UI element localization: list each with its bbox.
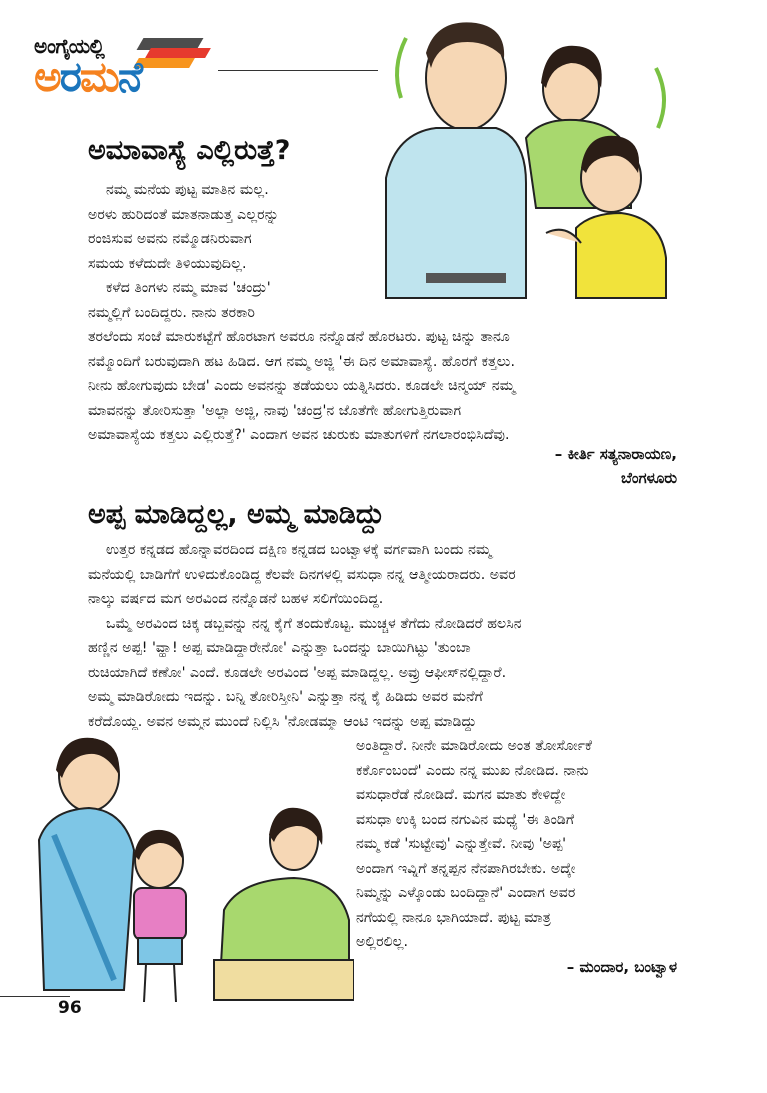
story2-line: ಒಮ್ಮೆ ಅರವಿಂದ ಚಿಕ್ಕ ಡಬ್ಬವನ್ನು ನನ್ನ ಕೈಗೆ ತಂದುಕೊಟ್ಟ. ಮುಚ್ಚಳ ತೆಗೆದು ನೋಡಿದರೆ ಹಲಸಿನ (88, 615, 522, 632)
story1-line: ನಮ್ಮ ಮನೆಯ ಪುಟ್ಟ ಮಾತಿನ ಮಲ್ಲ. (88, 182, 269, 198)
logo-letter-3: ಮ (79, 52, 118, 101)
story1-line: ತರಲೆಂದು ಸಂಜೆ ಮಾರುಕಟ್ಟೆಗೆ ಹೊರಟಾಗ ಅವರೂ ನನ್ನೊಡನೆ ಹೊರಟರು. ಪುಟ್ಟ ಚಿನ್ನು ತಾನೂ (88, 329, 510, 345)
page-number: 96 (58, 998, 82, 1018)
story2-title: ಅಪ್ಪ ಮಾಡಿದ್ದಲ್ಲ, ಅಮ್ಮ ಮಾಡಿದ್ದು (88, 499, 385, 530)
story2-line: ನಿಮ್ಮನ್ನು ಎಳ್ಕೊಂಡು ಬಂದಿದ್ದಾನೆ' ಎಂದಾಗ ಅವರ (356, 885, 576, 901)
story2-body-continued (356, 734, 592, 955)
story1-line: ಸಮಯ ಕಳೆದುದೇ ತಿಳಿಯುವುದಿಲ್ಲ. (88, 255, 247, 272)
story1-line: ನಮ್ಮೊಂದಿಗೆ ಬರುವುದಾಗಿ ಹಟ ಹಿಡಿದ. ಆಗ ನಮ್ಮ ಅಜ್ಜಿ 'ಈ ದಿನ ಅಮಾವಾಸ್ಯೆ. ಹೊರಗೆ ಕತ್ತಲು. (88, 353, 515, 370)
story1-line: ಅರಳು ಹುರಿದಂತೆ ಮಾತನಾಡುತ್ತ ಎಲ್ಲರನ್ನು (88, 206, 279, 223)
story1-line: ಕಳೆದ ತಿಂಗಳು ನಮ್ಮ ಮಾವ 'ಚಂದ್ರು' (88, 280, 271, 296)
story1-author-name: – ಕೀರ್ತಿ ಸತ್ಯನಾರಾಯಣ, (554, 445, 677, 463)
story2-author: – ಮಂದಾರ, ಬಂಟ್ವಾಳ (566, 958, 677, 976)
story1-line: ರಂಜಿಸುವ ಅವನು ನಮ್ಮೊಡನಿರುವಾಗ (88, 231, 252, 247)
logo-letter-1: ಅ (34, 52, 60, 101)
story1-author-place: ಬೆಂಗಳೂರು (620, 469, 677, 487)
story2-line: ಹಣ್ಣಿನ ಅಪ್ಪ! 'ವ್ಹಾ! ಅಪ್ಪ ಮಾಡಿದ್ದಾರೇನೋ' ಎನ್ನುತ್ತಾ ಒಂದನ್ನು ಬಾಯಿಗಿಟ್ಟು 'ತುಂಬಾ (88, 640, 471, 656)
story2-line: ಅಲ್ಲಿರಲಿಲ್ಲ. (356, 934, 409, 950)
story1-line: ಮಾವನನ್ನು ತೋರಿಸುತ್ತಾ 'ಅಲ್ಲಾ ಅಜ್ಜಿ, ನಾವು 'ಚಂದ್ರ'ನ ಜೊತೆಗೇ ಹೋಗುತ್ತಿರುವಾಗ (88, 402, 462, 419)
footer-rule (0, 996, 70, 997)
magazine-logo (34, 52, 141, 101)
story2-line: ಅಂದಾಗ ಇವ್ನಿಗೆ ತನ್ನಪ್ಪನ ನೆನಪಾಗಿರಬೇಕು. ಅದ್ಕೇ (356, 860, 576, 877)
story2-line: ಕರ್ಕೊಂಬಂದೆ' ಎಂದು ನನ್ನ ಮುಖ ನೋಡಿದ. ನಾನು (356, 762, 589, 779)
story2-line: ಕರೆದೊಯ್ದ. ಅವನ ಅಮ್ಮನ ಮುಂದೆ ನಿಲ್ಲಿಸಿ 'ನೋಡಮ್ಮಾ ಆಂಟಿ ಇದನ್ನು ಅಪ್ಪ ಮಾಡಿದ್ದು (88, 713, 477, 730)
story2-line: ನಗೆಯಲ್ಲಿ ನಾನೂ ಭಾಗಿಯಾದೆ. ಪುಟ್ಟ ಮಾತ್ರ (356, 909, 551, 926)
story2-line: ವಸುಧಾರೆಡೆ ನೋಡಿದೆ. ಮಗನ ಮಾತು ಕೇಳಿದ್ದೇ (356, 787, 566, 803)
story2-line: ಅಮ್ಮ ಮಾಡಿರೋದು ಇದನ್ನು. ಬನ್ನಿ ತೋರಿಸ್ತೀನಿ' ಎನ್ನುತ್ತಾ ನನ್ನ ಕೈ ಹಿಡಿದು ಅವರ ಮನೆಗೆ (88, 689, 483, 705)
story1-line: ನಮ್ಮಲ್ಲಿಗೆ ಬಂದಿದ್ದರು. ನಾನು ತರಕಾರಿ (88, 304, 256, 321)
story2-line: ವಸುಧಾ ಉಕ್ಕಿ ಬಂದ ನಗುವಿನ ಮಧ್ಯೆ 'ಈ ತಿಂಡಿಗೆ (356, 811, 575, 828)
story2-line: ರುಚಿಯಾಗಿದೆ ಕಣೋ' ಎಂದೆ. ಕೂಡಲೇ ಅರವಿಂದ 'ಅಪ್ಪ ಮಾಡಿದ್ದಲ್ಲ. ಅವ್ರು ಆಫೀಸ್‌ನಲ್ಲಿದ್ದಾರೆ. (88, 664, 507, 681)
header-rule (218, 70, 378, 71)
mother-son-neighbour-illustration (34, 730, 354, 1020)
magazine-logo-tagline: ಅಂಗೈಯಲ್ಲಿ (34, 34, 105, 58)
story1-title: ಅಮಾವಾಸ್ಯೆ ಎಲ್ಲಿರುತ್ತೆ? (88, 135, 291, 166)
story2-body (88, 538, 522, 734)
story2-line: ನಾಲ್ಕು ವರ್ಷದ ಮಗ ಅರವಿಂದ ನನ್ನೊಡನೆ ಬಹಳ ಸಲಿಗೆಯಿಂದಿದ್ದ. (88, 591, 384, 607)
logo-letter-2: ರ (59, 52, 80, 101)
story2-line: ಮನೆಯಲ್ಲಿ ಬಾಡಿಗೆಗೆ ಉಳಿದುಕೊಂಡಿದ್ದ ಕೆಲವೇ ದಿನಗಳಲ್ಲಿ ವಸುಧಾ ನನ್ನ ಆತ್ಮೀಯರಾದರು. ಅವರ (88, 566, 516, 583)
story1-line: ಅಮಾವಾಸ್ಯೆಯ ಕತ್ತಲು ಎಲ್ಲಿರುತ್ತೆ?' ಎಂದಾಗ ಅವನ ಚುರುಕು ಮಾತುಗಳಿಗೆ ನಗಲಾರಂಭಿಸಿದೆವು. (88, 427, 510, 443)
logo-letter-4: ನೆ (117, 52, 141, 101)
logo-stripes-decoration (140, 34, 220, 74)
story2-line: ಅಂತಿದ್ದಾರೆ. ನೀನೇ ಮಾಡಿರೋದು ಅಂತ ತೋರ್ಸೋಕೆ (356, 738, 593, 754)
story1-line: ನೀನು ಹೋಗುವುದು ಬೇಡ' ಎಂದು ಅವನನ್ನು ತಡೆಯಲು ಯತ್ನಿಸಿದರು. ಕೂಡಲೇ ಚಿನ್ಮಯ್ ನಮ್ಮ (88, 378, 516, 394)
story1-body (88, 178, 515, 448)
story2-line: ಉತ್ತರ ಕನ್ನಡದ ಹೊನ್ನಾವರದಿಂದ ದಕ್ಷಿಣ ಕನ್ನಡದ ಬಂಟ್ವಾಳಕ್ಕೆ ವರ್ಗವಾಗಿ ಬಂದು ನಮ್ಮ (88, 542, 492, 558)
story2-line: ನಮ್ಮ ಕಡೆ 'ಸುಟ್ಟೇವು' ಎನ್ನುತ್ತೇವೆ. ನೀವು 'ಅಪ್ಪ' (356, 836, 567, 852)
